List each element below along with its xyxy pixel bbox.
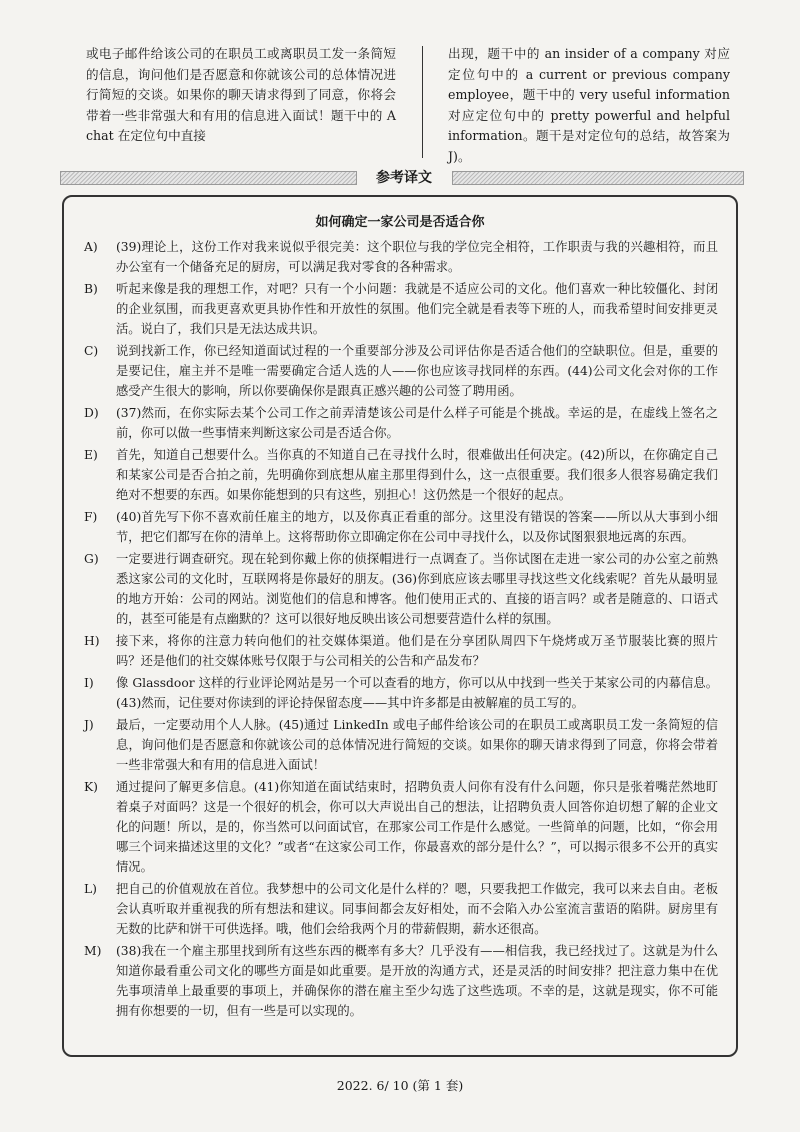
paragraph-b: [64, 279, 736, 339]
paragraph-label: G): [84, 552, 99, 566]
paragraph-label: L): [84, 882, 97, 896]
paragraph-label: M): [84, 944, 102, 958]
top-right-column: 出现，题干中的 an insider of a company 对应定位句中的 a current or previous company employee，题干中的 very useful information 对应定位句中的 pretty powerful and helpful information。题干是对定位句的总结，故答案为 J)。: [448, 46, 730, 164]
paragraph-c: [64, 341, 736, 401]
paragraph-a: [64, 237, 736, 277]
paragraph-e: [64, 445, 736, 505]
paragraph-label: K): [84, 780, 98, 794]
paragraph-g: [64, 549, 736, 629]
paragraph-text: 最后，一定要动用个人人脉。(45)通过 LinkedIn 或电子邮件给该公司的在职员工或离职员工发一条简短的信息，询问他们是否愿意和你就该公司的总体情况进行简短的交谈。如果你的聊天请求得到了同意，你将会带着一些非常强大和有用的信息进入面试！: [116, 718, 718, 773]
paragraph-d: [64, 403, 736, 443]
paragraph-label: B): [84, 282, 98, 296]
section-heading: 参考译文: [376, 170, 432, 186]
paragraph-k: [64, 777, 736, 877]
paragraph-text: 接下来，将你的注意力转向他们的社交媒体渠道。他们是在分享团队周四下午烧烤或万圣节服装比赛的照片吗？还是他们的社交媒体账号仅限于与公司相关的公告和产品发布？: [116, 634, 718, 669]
paragraph-text: 首先，知道自己想要什么。当你真的不知道自己在寻找什么时，很难做出任何决定。(42)所以，在你确定自己和某家公司是否合拍之前，先明确你到底想从雇主那里得到什么，这一点很重要。我们很多人很容易确定我们绝对不想要的东西。如果你能想到的只有这些，别担心！这仍然是一个很好的起点。: [116, 448, 718, 503]
paragraph-m: [64, 941, 736, 1021]
paragraph-j: [64, 715, 736, 775]
paragraph-text: (37)然而，在你实际去某个公司工作之前弄清楚该公司是什么样子可能是个挑战。幸运的是，在虚线上签名之前，你可以做一些事情来判断这家公司是否适合你。: [116, 406, 718, 441]
paragraph-label: F): [84, 510, 98, 524]
paragraph-l: [64, 879, 736, 939]
column-divider: [422, 46, 423, 158]
paragraph-label: D): [84, 406, 99, 420]
paragraph-text: (40)首先写下你不喜欢前任雇主的地方，以及你真正看重的部分。这里没有错误的答案——所以从大事到小细节，把它们都写在你的清单上。这将帮助你立即确定你在公司中寻找什么，以及你试图狠狠地远离的东西。: [116, 510, 718, 545]
paragraph-i: [64, 673, 736, 713]
top-left-column: 或电子邮件给该公司的在职员工或离职员工发一条简短的信息，询问他们是否愿意和你就该公司的总体情况进行简短的交谈。如果你的聊天请求得到了同意，你将会带着一些非常强大和有用的信息进入面试！题干中的 A chat 在定位句中直接: [86, 46, 396, 143]
paragraph-f: [64, 507, 736, 547]
paragraph-label: H): [84, 634, 100, 648]
paragraph-text: 像 Glassdoor 这样的行业评论网站是另一个可以查看的地方，你可以从中找到一些关于某家公司的内幕信息。(43)然而，记住要对你读到的评论持保留态度——其中许多都是由被解雇的员工写的。: [116, 676, 718, 711]
paragraph-label: J): [84, 718, 94, 732]
paragraph-h: [64, 631, 736, 671]
paragraph-text: 听起来像是我的理想工作，对吧？只有一个小问题：我就是不适应公司的文化。他们喜欢一种比较僵化、封闭的企业氛围，而我更喜欢更具协作性和开放性的氛围。他们完全就是看表等下班的人，而我希望时间安排更灵活。说白了，我们只是无法达成共识。: [116, 282, 718, 337]
paragraph-label: A): [84, 240, 98, 254]
paragraph-text: 说到找新工作，你已经知道面试过程的一个重要部分涉及公司评估你是否适合他们的空缺职位。但是，重要的是要记住，雇主并不是唯一需要确定合适人选的人——你也应该寻找同样的东西。(44)公司文化会对你的工作感受产生很大的影响，所以你要确保你是跟真正感兴趣的公司签了聘用函。: [116, 344, 718, 399]
translation-box: [62, 195, 738, 1057]
paragraph-text: 通过提问了解更多信息。(41)你知道在面试结束时，招聘负责人问你有没有什么问题，你只是张着嘴茫然地盯着桌子对面吗？这是一个很好的机会，你可以大声说出自己的想法，让招聘负责人回答你迫切想了解的企业文化的问题！所以，是的，你当然可以问面试官，在那家公司工作是什么感觉。一些简单的问题，比如，“你会用哪三个词来描述这里的文化？”或者“在这家公司工作，你最喜欢的部分是什么？”，可以揭示很多不公开的真实情况。: [116, 780, 718, 875]
decorative-stripe-right: [452, 171, 744, 185]
paragraph-text: 一定要进行调查研究。现在轮到你戴上你的侦探帽进行一点调查了。当你试图在走进一家公司的办公室之前熟悉这家公司的文化时，互联网将是你最好的朋友。(36)你到底应该去哪里寻找这些文化线索呢？首先从最明显的地方开始：公司的网站。浏览他们的信息和博客。他们使用正式的、直接的语言吗？或者是随意的、口语式的，甚至可能是有点幽默的？这可以很好地反映出该公司想要营造什么样的氛围。: [116, 552, 718, 627]
section-header-bar: [60, 168, 742, 186]
top-continuation: [86, 44, 730, 164]
page-footer: 2022. 6/ 10 (第 1 套): [336, 1078, 464, 1093]
decorative-stripe-left: [60, 171, 357, 185]
paragraph-label: C): [84, 344, 99, 358]
paragraph-text: (38)我在一个雇主那里找到所有这些东西的概率有多大？几乎没有——相信我，我已经找过了。这就是为什么知道你最看重公司文化的哪些方面是如此重要。是开放的沟通方式，还是灵活的时间安排？把注意力集中在优先事项清单上最重要的事项上，并确保你的潜在雇主至少勾选了这些选项。不幸的是，这就是现实，你不可能拥有你想要的一切，但有一些是可以实现的。: [116, 944, 718, 1019]
article-title: 如何确定一家公司是否适合你: [315, 215, 485, 230]
paragraph-label: I): [84, 676, 94, 690]
paragraph-text: (39)理论上，这份工作对我来说似乎很完美：这个职位与我的学位完全相符，工作职责与我的兴趣相符，而且办公室有一个储备充足的厨房，可以满足我对零食的各种需求。: [116, 240, 718, 275]
paragraph-text: 把自己的价值观放在首位。我梦想中的公司文化是什么样的？嗯，只要我把工作做完，我可以来去自由。老板会认真听取并重视我的所有想法和建议。同事间都会友好相处，而不会陷入办公室流言蜚语的陷阱。厨房里有无数的比萨和饼干可供选择。哦，他们会给我两个月的带薪假期，薪水还很高。: [116, 882, 718, 937]
paragraph-label: E): [84, 448, 98, 462]
